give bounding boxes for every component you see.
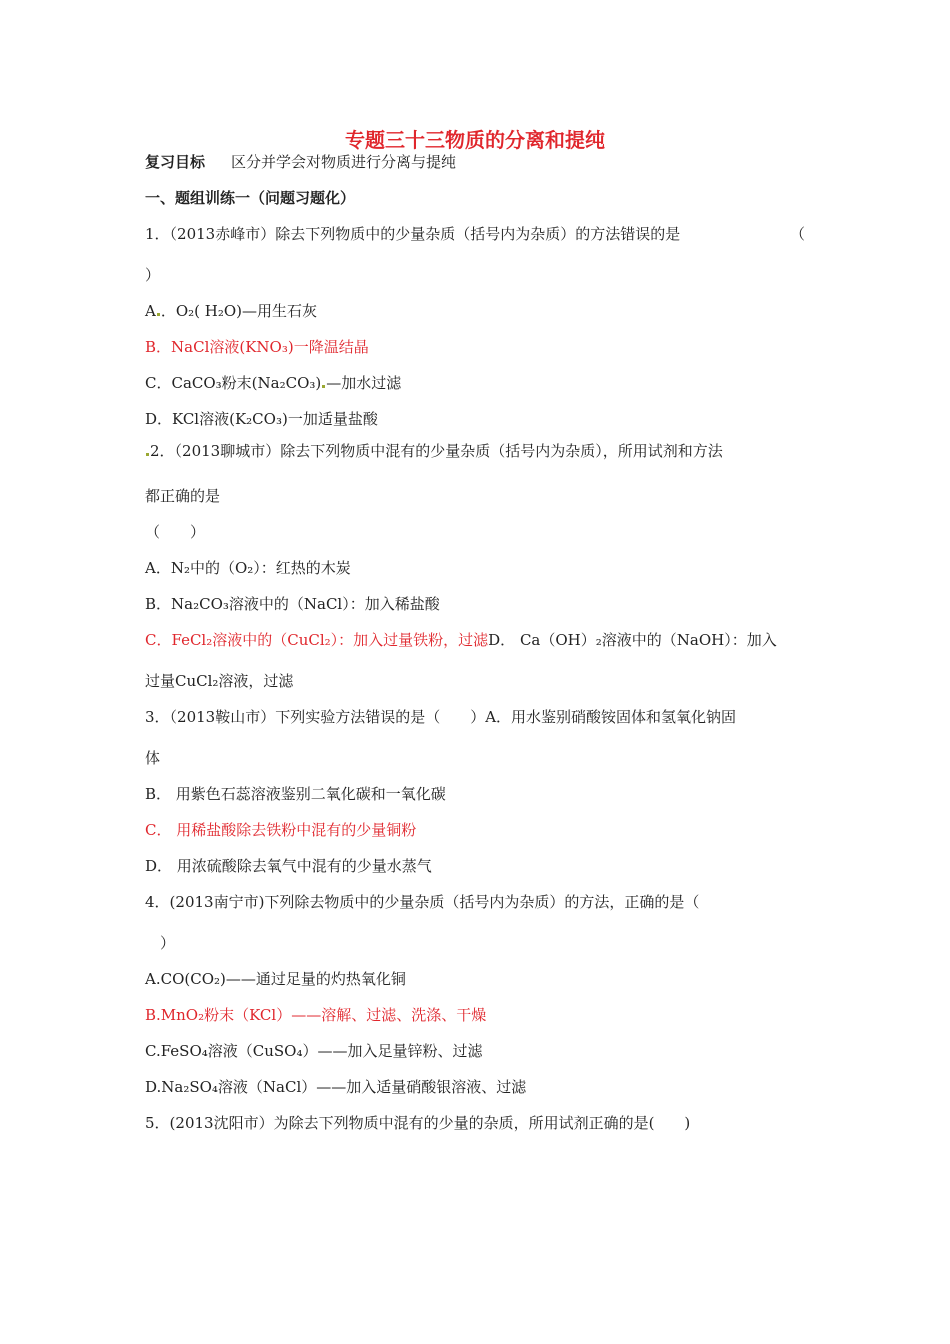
question-4-option-a: A.CO(CO₂)——通过足量的灼热氧化铜 (145, 970, 406, 988)
question-1-text: 1．（2013赤峰市）除去下列物质中的少量杂质（括号内为杂质）的方法错误的是 (145, 225, 681, 243)
question-2-option-d-cont: 过量CuCl₂溶液，过滤 (145, 672, 294, 690)
question-1-paren-open: （ (789, 225, 805, 243)
question-1-option-c (145, 373, 401, 393)
question-4-stem: 4．(2013南宁市)下列除去物质中的少量杂质（括号内为杂质）的方法，正确的是（ (145, 893, 700, 911)
question-2-paren: （ ） (145, 523, 206, 541)
question-1-option-b: B．NaCl溶液(KNO₃)一降温结晶 (145, 338, 369, 356)
review-goal-label: 复习目标 (145, 153, 206, 171)
question-3-option-d: D． 用浓硫酸除去氧气中混有的少量水蒸气 (145, 857, 432, 875)
review-goal-text: 区分并学会对物质进行分离与提纯 (231, 153, 457, 171)
question-1-option-d: D．KCl溶液(K₂CO₃)一加适量盐酸 (145, 410, 378, 428)
section-heading: 一、题组训练一（问题习题化） (145, 189, 356, 207)
option-a-letter: A (145, 302, 156, 320)
question-1-option-a (145, 301, 317, 321)
question-3-stem-cont: 体 (145, 749, 161, 767)
question-2-option-a: A．N₂中的（O₂）：红热的木炭 (145, 559, 351, 577)
question-4-option-c: C.FeSO₄溶液（CuSO₄）——加入足量锌粉、过滤 (145, 1042, 483, 1060)
question-2-option-c: C．FeCl₂溶液中的（CuCl₂）：加入过量铁粉，过滤 (145, 631, 489, 649)
question-4-option-b: B.MnO₂粉末（KCl）——溶解、过滤、洗涤、干燥 (145, 1006, 487, 1024)
option-c-text-post: —加水过滤 (326, 374, 402, 392)
document-title: 专题三十三物质的分离和提纯 (345, 128, 605, 152)
marker-dot-icon (157, 313, 160, 316)
question-2-stem-cont: 都正确的是 (145, 487, 221, 505)
question-1-stem (145, 224, 805, 244)
question-4-option-d: D.Na₂SO₄溶液（NaCl）——加入适量硝酸银溶液、过滤 (145, 1078, 527, 1096)
question-4-paren-close: ） (160, 934, 176, 952)
question-1-paren-close: ） (145, 266, 161, 284)
question-3-option-b: B． 用紫色石蕊溶液鉴别二氧化碳和一氧化碳 (145, 785, 446, 803)
question-3-stem: 3．（2013鞍山市）下列实验方法错误的是（ ）A．用水鉴别硝酸铵固体和氢氧化钠固 (145, 708, 737, 726)
review-goal (145, 152, 456, 172)
question-2-option-cd (145, 630, 777, 650)
marker-dot-icon (146, 453, 149, 456)
question-5-stem: 5．(2013沈阳市）为除去下列物质中混有的少量的杂质，所用试剂正确的是( ) (145, 1114, 691, 1132)
question-2-stem (145, 441, 723, 461)
option-a-text: ．O₂( H₂O)—用生石灰 (160, 302, 318, 320)
question-3-option-c: C． 用稀盐酸除去铁粉中混有的少量铜粉 (145, 821, 417, 839)
question-2-text: 2．（2013聊城市）除去下列物质中混有的少量杂质（括号内为杂质），所用试剂和方法 (150, 442, 723, 460)
question-2-option-d: D． Ca（OH）₂溶液中的（NaOH）：加入 (488, 631, 777, 649)
question-2-option-b: B．Na₂CO₃溶液中的（NaCl）：加入稀盐酸 (145, 595, 440, 613)
marker-dot-icon (322, 385, 325, 388)
option-c-text-pre: C．CaCO₃粉末(Na₂CO₃) (145, 374, 322, 392)
